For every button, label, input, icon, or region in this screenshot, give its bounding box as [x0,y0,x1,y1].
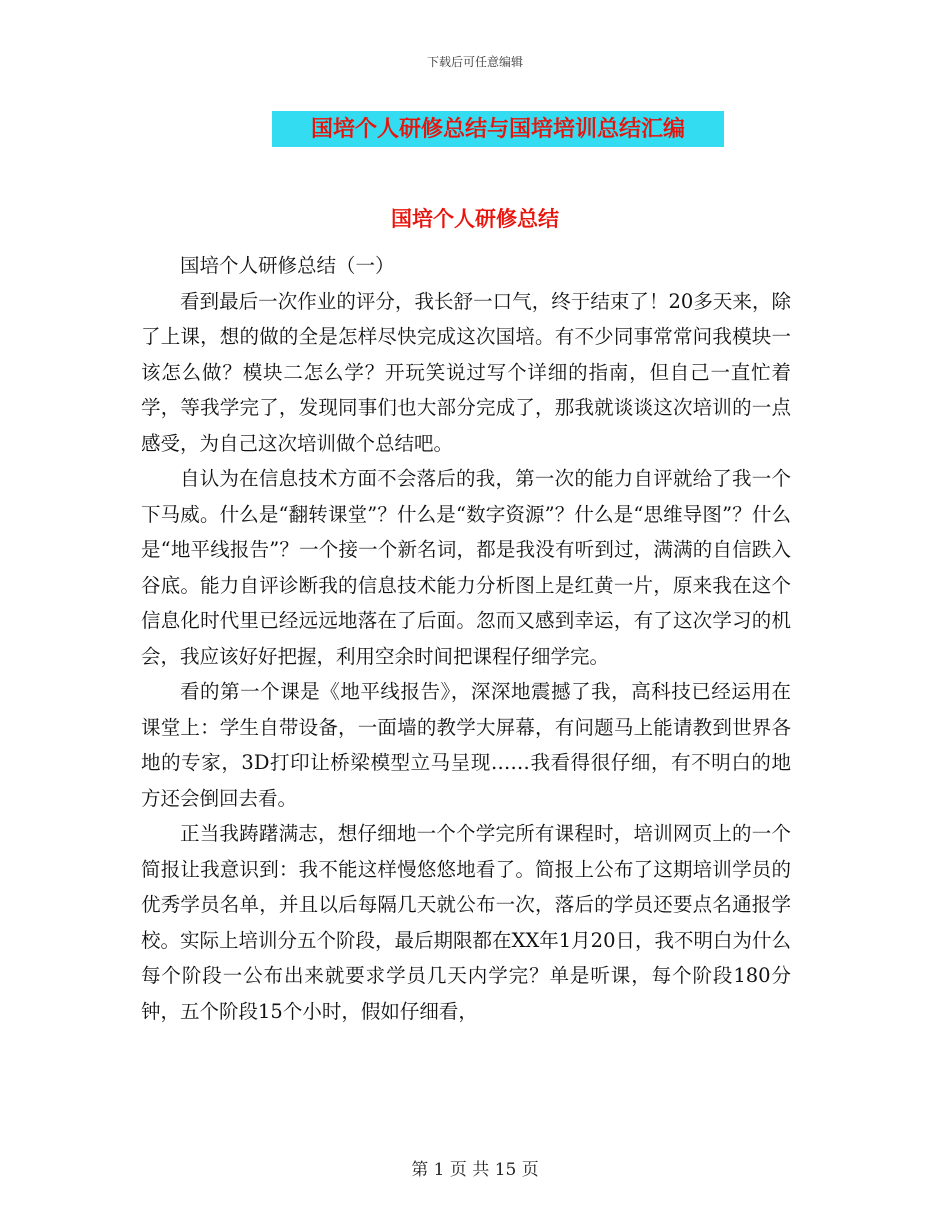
paragraph: 正当我踌躇满志，想仔细地一个个学完所有课程时，培训网页上的一个简报让我意识到：我不能这样慢悠悠地看了。简报上公布了这期培训学员的优秀学员名单，并且以后每隔几天就公布一次，落后的学员还要点名通报学校。实际上培训分五个阶段，最后期限都在XX年1月20日，我不明白为什么每个阶段一公布出来就要求学员几天内学完？单是听课，每个阶段180分钟，五个阶段15个小时，假如仔细看， [141,822,791,1023]
document-title: 国培个人研修总结与国培培训总结汇编 [272,111,724,147]
body-text [141,248,791,1029]
paragraph-subheading: 国培个人研修总结（一） [180,254,395,277]
page-footer: 第 1 页 共 15 页 [411,1160,539,1180]
paragraph: 看的第一个课是《地平线报告》，深深地震撼了我，高科技已经运用在课堂上：学生自带设备，一面墙的教学大屏幕，有问题马上能请教到世界各地的专家，3D打印让桥梁模型立马呈现……我看得很仔细，有不明白的地方还会倒回去看。 [141,680,791,810]
section-title: 国培个人研修总结 [391,206,559,231]
paragraph: 自认为在信息技术方面不会落后的我，第一次的能力自评就给了我一个下马威。什么是“翻转课堂”？什么是“数字资源”？什么是“思维导图”？什么是“地平线报告”？一个接一个新名词，都是我没有听到过，满满的自信跌入谷底。能力自评诊断我的信息技术能力分析图上是红黄一片，原来我在这个信息化时代里已经远远地落在了后面。忽而又感到幸运，有了这次学习的机会，我应该好好把握，利用空余时间把课程仔细学完。 [141,467,791,668]
paragraph: 看到最后一次作业的评分，我长舒一口气，终于结束了！20多天来，除了上课，想的做的全是怎样尽快完成这次国培。有不少同事常常问我模块一该怎么做？模块二怎么学？开玩笑说过写个详细的指南，但自己一直忙着学，等我学完了，发现同事们也大部分完成了，那我就谈谈这次培训的一点感受，为自己这次培训做个总结吧。 [141,289,791,455]
header-note: 下载后可任意编辑 [426,55,523,69]
